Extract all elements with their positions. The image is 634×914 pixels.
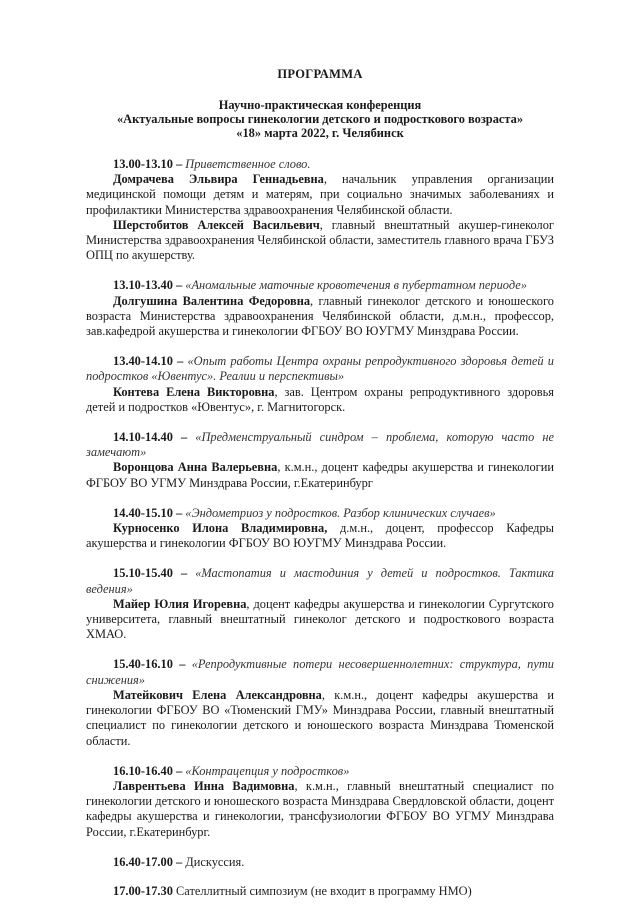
conference-type: Научно-практическая конференция — [218, 98, 422, 112]
session-text: Сателлитный симпозиум (не входит в программу НМО) — [176, 883, 472, 898]
speaker-name: Шерстобитов Алексей Васильевич — [113, 217, 320, 232]
session-topic: Приветственное слово. — [185, 157, 311, 171]
document-title: ПРОГРАММА — [277, 67, 363, 81]
session-item: 14.40-15.10 – «Эндометриоз у подростков. Разбор клинических случаев» Курносенко Илона Владимировна, д.м.н., доцент, профессор Кафедры акушерства и гинекологии ФГБОУ ВО ЮУГМУ Минздрава России. — [86, 505, 555, 551]
speaker-name: Домрачева Эльвира Геннадьевна — [113, 172, 324, 187]
speaker-entry — [86, 521, 554, 551]
speaker-info: , к.м.н., доцент кафедры акушерства и гинекологии ФГБОУ ВО УГМУ Минздрава России, г.Екатеринбург — [86, 460, 554, 490]
speaker-entry — [86, 597, 554, 643]
speaker-name: Лаврентьева Инна Вадимовна — [113, 778, 295, 793]
session-topic: «Предменструальный синдром – проблема, которую часто не замечают» — [86, 430, 554, 460]
session-item: 16.10-16.40 – «Контрацепция у подростков» Лаврентьева Инна Вадимовна, к.м.н., главный внештатный специалист по гинекологии детского и юношеского возраста Минздрава Свердловской области, доцент кафедры акушерства и гинекологии, трансфузиологии ФГБОУ ВО УГМУ Минздрава России, г.Екатеринбург. — [86, 763, 554, 839]
speaker-entry — [86, 294, 554, 340]
session-item: 15.40-16.10 – «Репродуктивные потери несовершеннолетних: структура, пути снижения» Матейкович Елена Александровна, к.м.н., доцент кафедры акушерства и гинекологии ФГБОУ ВО «Тюменский ГМУ» Минздрава России, главный внештатный специалист по гинекологии детского и юношеского возраста Минздрава Тюменской области. — [86, 657, 554, 748]
session-item: 16.40-17.00 – Дискуссия. — [113, 854, 245, 869]
session-time: 15.40-16.10 — [113, 657, 173, 672]
program-schedule — [86, 157, 554, 914]
speaker-name: Майер Юлия Игоревна — [113, 596, 247, 611]
session-time: 15.10-15.40 — [113, 566, 173, 581]
session-topic: «Контрацепция у подростков» — [185, 763, 350, 778]
conference-date-place: «18» марта 2022, г. Челябинск — [236, 126, 404, 141]
speaker-name: Воронцова Анна Валерьевна — [113, 460, 278, 475]
session-text: Дискуссия. — [185, 854, 245, 869]
session-time: 14.40-15.10 — [113, 505, 173, 520]
speaker-info: , начальник управления организации медицинской помощи детям и матерям, при социально значимых заболеваниях и профилактики Министерства здравоохранения Челябинской области. — [86, 172, 554, 217]
speaker-name: Матейкович Елена Александровна — [113, 687, 322, 702]
session-topic: «Опыт работы Центра охраны репродуктивного здоровья детей и подростков «Ювентус». Реалии и перспективы» — [86, 354, 554, 384]
session-topic: «Мастопатия и мастодиния у детей и подростков. Тактика ведения» — [86, 566, 554, 596]
session-item: 15.10-15.40 – «Мастопатия и мастодиния у детей и подростков. Тактика ведения» Майер Юлия Игоревна, доцент кафедры акушерства и гинекологии Сургутского университета, главный внештатный гинеколог детского и подросткового возраста ХМАО. — [86, 566, 554, 642]
speaker-info: д.м.н., доцент, профессор Кафедры акушерства и гинекологии ФГБОУ ВО ЮУГМУ Минздрава России. — [86, 521, 555, 551]
speaker-entry — [86, 218, 554, 264]
session-topic: «Репродуктивные потери несовершеннолетних: структура, пути снижения» — [86, 657, 554, 687]
speaker-info: , к.м.н., доцент кафедры акушерства и гинекологии ФГБОУ ВО «Тюменский ГМУ» Минздрава России, главный внештатный специалист по гинекологии детского и юношеского возраста Минздрава Тюменской области. — [86, 687, 554, 748]
session-topic: «Аномальные маточные кровотечения в пубертатном периоде» — [185, 278, 527, 293]
speaker-entry — [86, 385, 554, 415]
speaker-name: Контева Елена Викторовна — [113, 384, 275, 399]
session-item: 13.40-14.10 – «Опыт работы Центра охраны репродуктивного здоровья детей и подростков «Ювентус». Реалии и перспективы» Контева Елена Викторовна, зав. Центром охраны репродуктивного здоровья детей и подростков «Ювентус», г. Магнитогорск. — [86, 354, 554, 414]
speaker-entry — [86, 172, 554, 218]
session-time: 13.10-13.40 — [113, 278, 173, 293]
speaker-name: Долгушина Валентина Федоровна — [113, 293, 311, 308]
speaker-name: Курносенко Илона Владимировна, — [113, 521, 328, 536]
session-time: 14.10-14.40 — [113, 430, 173, 445]
session-item: 13.00-13.10 – Приветственное слово. Домрачева Эльвира Геннадьевна, начальник управления организации медицинской помощи детям и матерям, при социально значимых заболеваниях и профилактики Министерства здравоохранения Челябинской области. Шерстобитов Алексей Васильевич, главный внештатный акушер-гинеколог Министерства здравоохранения Челябинской области, заместитель главного врача ГБУЗ ОПЦ по акушерству. — [86, 157, 555, 263]
speaker-info: , зав. Центром охраны репродуктивного здоровья детей и подростков «Ювентус», г. Магнитогорск. — [86, 384, 554, 414]
speaker-info: , главный гинеколог детского и юношеского возраста Министерства здравоохранения Челябинской области, д.м.н., профессор, зав.кафедрой акушерства и гинекологии ФГБОУ ВО ЮУГМУ Минздрава России. — [86, 293, 554, 339]
session-topic: «Эндометриоз у подростков. Разбор клинических случаев» — [185, 505, 496, 520]
conference-name: «Актуальные вопросы гинекологии детского и подросткового возраста» — [116, 112, 524, 127]
speaker-entry — [86, 688, 554, 749]
session-item: 14.10-14.40 – «Предменструальный синдром – проблема, которую часто не замечают» Воронцова Анна Валерьевна, к.м.н., доцент кафедры акушерства и гинекологии ФГБОУ ВО УГМУ Минздрава России, г.Екатеринбург — [86, 430, 554, 490]
speaker-entry — [86, 779, 554, 840]
session-item: 13.10-13.40 – «Аномальные маточные кровотечения в пубертатном периоде» Долгушина Валентина Федоровна, главный гинеколог детского и юношеского возраста Министерства здравоохранения Челябинской области, д.м.н., профессор, зав.кафедрой акушерства и гинекологии ФГБОУ ВО ЮУГМУ Минздрава России. — [86, 278, 554, 339]
conference-header — [86, 98, 554, 141]
speaker-entry — [86, 460, 554, 490]
session-item — [86, 884, 554, 899]
speaker-info: , доцент кафедры акушерства и гинекологии Сургутского университета, главный внештатный гинеколог детского и подросткового возраста ХМАО. — [86, 596, 554, 642]
session-time: 13.40-14.10 — [113, 354, 173, 369]
speaker-info: , к.м.н., главный внештатный специалист по гинекологии детского и юношеского возраста Минздрава Свердловской области, доцент кафедры акушерства и гинекологии, трансфузиологии ФГБОУ ВО УГМУ Минздрава России, г.Екатеринбург. — [86, 778, 554, 839]
session-time: 16.10-16.40 — [113, 763, 173, 778]
session-time: 16.40-17.00 — [113, 854, 173, 869]
speaker-info: , главный внештатный акушер-гинеколог Министерства здравоохранения Челябинской области, заместитель главного врача ГБУЗ ОПЦ по акушерству. — [86, 217, 555, 263]
session-time: 13.00-13.10 — [113, 157, 173, 171]
session-time: 17.00-17.30 — [113, 883, 173, 898]
